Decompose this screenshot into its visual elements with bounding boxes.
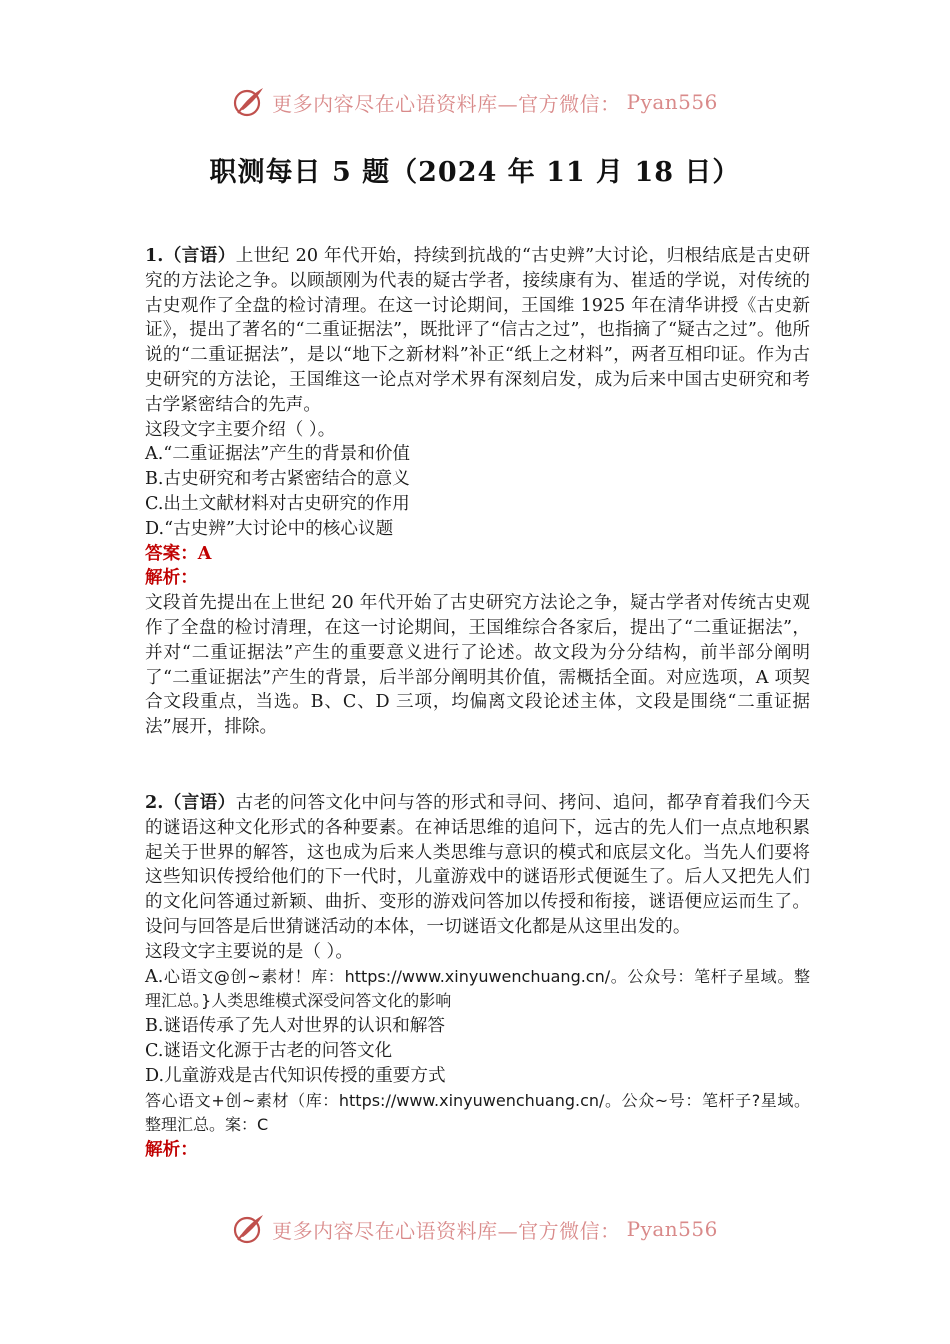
question-2-analysis-label: 解析：: [145, 1139, 198, 1161]
quill-pen-logo-icon: [232, 85, 266, 119]
question-1-option-d: D.“古史辨”大讨论中的核心议题: [145, 518, 394, 539]
question-2-option-a: [145, 965, 810, 1015]
question-1-analysis-label: 解析：: [145, 567, 198, 589]
quill-pen-logo-icon: [232, 1212, 266, 1246]
banner-text: 更多内容尽在心语资料库—官方微信：: [272, 91, 621, 116]
header-banner: [0, 80, 950, 124]
question-1-tag: （言语）: [163, 245, 236, 266]
question-2-stem: [145, 791, 810, 940]
question-2-option-a-noise: 心语文@创~素材！库：https://www.xinyuwenchuang.cn/。公众号：笔杆子星域。整理汇总。}: [145, 966, 810, 1011]
banner-text: 更多内容尽在心语资料库—官方微信：: [272, 1218, 621, 1243]
question-2-option-d: D.儿童游戏是古代知识传授的重要方式: [145, 1065, 446, 1086]
question-2-option-a-prefix: A.: [145, 966, 164, 987]
question-1-analysis: 文段首先提出在上世纪 20 年代开始了古史研究方法论之争，疑古学者对传统古史观作了全盘的检讨清理，在这一讨论期间，王国维综合各家后，提出了“二重证据法”，并对“二重证据法”产生的重要意义进行了论述。故文段为分分结构，前半部分阐明了“二重证据法”产生的背景，后半部分阐明其价值，需概括全面。对应选项，A 项契合文段重点，当选。B、C、D 三项，均偏离文段论述主体，文段是围绕“二重证据法”展开，排除。: [145, 593, 810, 738]
question-1-stem-text: 上世纪 20 年代开始，持续到抗战的“古史辨”大讨论，归根结底是古史研究的方法论之争。以顾颉刚为代表的疑古学者，接续康有为、崔适的学说，对传统的古史观作了全盘的检讨清理。在这一讨论期间，王国维 1925 年在清华讲授《古史新证》，提出了著名的“二重证据法”，既批评了“信古之过”，也指摘了“疑古之过”。他所说的“二重证据法”，是以“地下之新材料”补正“纸上之材料”，两者互相印证。作为古史研究的方法论，王国维这一论点对学术界有深刻启发，成为后来中国古史研究和考古学紧密结合的先声。: [145, 246, 810, 415]
question-2-number: 2.: [145, 792, 164, 813]
question-2-stem-text: 古老的问答文化中问与答的形式和寻问、拷问、追问，都孕育着我们今天的谜语这种文化形式的各种要素。在神话思维的追问下，远古的先人们一点点地积累起关于世界的解答，这也成为后来人类思维与意识的模式和底层文化。当先人们要将这些知识传授给他们的下一代时，儿童游戏中的谜语形式便诞生了。后人又把先人们的文化问答通过新颖、曲折、变形的游戏问答加以传授和衔接，谜语便应运而生了。设问与回答是后世猜谜活动的本体，一切谜语文化都是从这里出发的。: [145, 793, 810, 937]
question-1-stem: [145, 244, 810, 418]
question-1-option-b: B.古史研究和考古紧密结合的意义: [145, 469, 410, 490]
question-1-prompt: 这段文字主要介绍（ ）。: [145, 419, 336, 440]
footer-banner: [0, 1207, 950, 1251]
question-1: [145, 244, 810, 740]
question-1-option-c: C.出土文献材料对古史研究的作用: [145, 493, 410, 514]
page-title: 职测每日 5 题（2024 年 11 月 18 日）: [209, 157, 741, 188]
question-2-option-a-text: 人类思维模式深受问答文化的影响: [211, 991, 452, 1011]
question-2-option-b: B.谜语传承了先人对世界的认识和解答: [145, 1016, 446, 1037]
banner-wechat-id: Pyan556: [626, 90, 718, 114]
question-1-answer: 答案：A: [145, 542, 212, 564]
question-2-answer: 答心语文+创~素材（库：https://www.xinyuwenchuang.cn/。公众~号：笔杆子?星域。整理汇总。案：C: [145, 1090, 810, 1135]
question-2: [145, 791, 810, 1163]
question-1-number: 1.: [145, 245, 164, 266]
question-1-option-a: A.“二重证据法”产生的背景和价值: [145, 444, 411, 465]
question-2-option-c: C.谜语文化源于古老的问答文化: [145, 1040, 393, 1061]
banner-wechat-id: Pyan556: [626, 1217, 718, 1241]
question-2-prompt: 这段文字主要说的是（ ）。: [145, 941, 353, 962]
question-2-tag: （言语）: [163, 792, 236, 813]
